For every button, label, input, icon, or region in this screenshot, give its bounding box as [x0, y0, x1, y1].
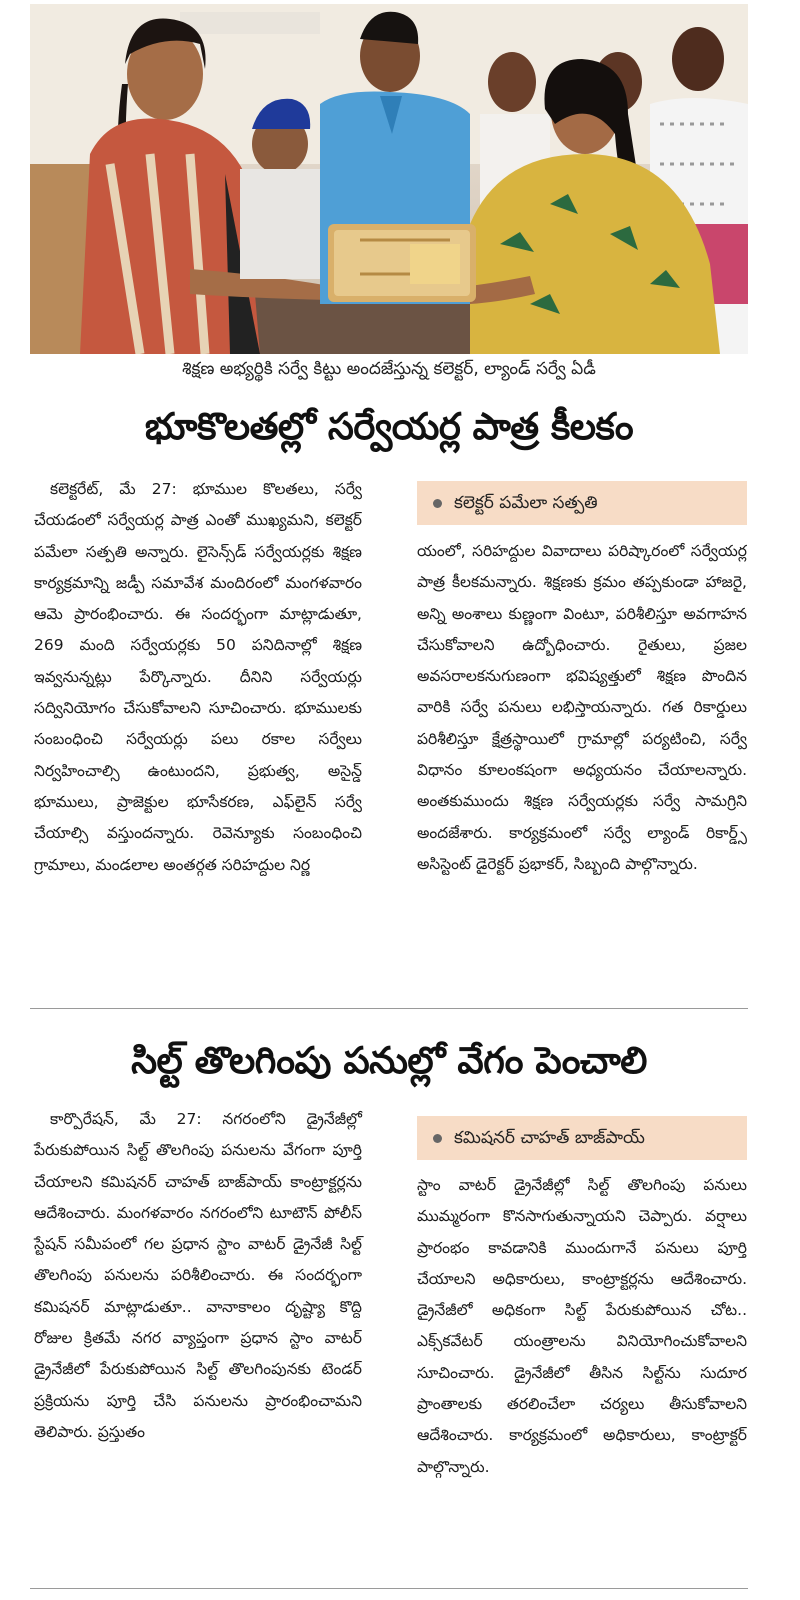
story-1-column-1 [34, 474, 362, 881]
story-2-column-2 [417, 1170, 747, 1483]
photo-caption: శిక్షణ అభ్యర్థికి సర్వే కిట్టు అందజేస్తున్న కలెక్టర్, ల్యాండ్ సర్వే ఏడీ [182, 359, 596, 379]
story-2-column-1 [34, 1104, 362, 1448]
story-1-column-2-text: యంలో, సరిహద్దుల వివాదాలు పరిష్కారంలో సర్వేయర్ల పాత్ర కీలకమన్నారు. శిక్షణకు క్రమం తప్పకుండా హాజరై, అన్ని అంశాలు కుణ్ణంగా వింటూ, పరిశీలిస్తూ అవగాహన చేసుకోవాలని ఉద్బోధించారు. రైతులు, ప్రజల అవసరాలకనుగుణంగా భవిష్యత్తులో శిక్షణ పొందిన వారికి సర్వే పనులు లభిస్తాయన్నారు. గత రికార్డులు పరిశీలిస్తూ క్షేత్రస్థాయిలో గ్రామాల్లో పర్యటించి, సర్వే విధానం కూలంకషంగా అధ్యయనం చేయాలన్నారు. అంతకుముందు శిక్షణ సర్వేయర్లకు సర్వే సామగ్రిని అందజేశారు. కార్యక్రమంలో సర్వే ల్యాండ్ రికార్డ్స్ అసిస్టెంట్ డైరెక్టర్ ప్రభాకర్, సిబ్బంది పాల్గొన్నారు. [417, 542, 747, 873]
headline-story-1: భూకొలతల్లో సర్వేయర్ల పాత్ర కీలకం [144, 405, 634, 448]
headline-story-2: సిల్ట్ తొలగింపు పనుల్లో వేగం పెంచాలి [131, 1039, 647, 1082]
byline-story-2 [417, 1116, 747, 1160]
news-photo [30, 4, 748, 354]
story-1-column-2 [417, 536, 747, 880]
byline-story-1-text: కలెక్టర్ పమేలా సత్పతి [454, 493, 598, 513]
byline-story-1 [417, 481, 747, 525]
story-2-column-2-text: స్టాం వాటర్ డ్రైనేజీల్లో సిల్ట్ తొలగింపు పనులు ముమ్మరంగా కొనసాగుతున్నాయని చెప్పారు. వర్షాలు ప్రారంభం కావడానికి ముందుగానే పనులు పూర్తి చేయాలని అధికారులు, కాంట్రాక్టర్లను ఆదేశించారు. డ్రైనేజీలో అధికంగా సిల్ట్ పేరుకుపోయిన చోట.. ఎక్స్‌కవేటర్ యంత్రాలను వినియోగించుకోవాలని సూచించారు. డ్రైనేజీలో తీసిన సిల్ట్‌ను సుదూర ప్రాంతాలకు తరలించేలా చర్యలు తీసుకోవాలని ఆదేశించారు. కార్యక్రమంలో అధికారులు, కాంట్రాక్టర్ పాల్గొన్నారు. [417, 1176, 747, 1476]
bottom-rule [30, 1588, 748, 1589]
photo-illustration [30, 4, 748, 354]
bullet-icon [433, 1134, 442, 1143]
story-1-column-1-text: కలెక్టరేట్, మే 27: భూముల కొలతలు, సర్వే చేయడంలో సర్వేయర్ల పాత్ర ఎంతో ముఖ్యమని, కలెక్టర్ పమేలా సత్పతి అన్నారు. లైసెన్స్‌డ్ సర్వేయర్లకు శిక్షణ కార్యక్రమాన్ని జడ్పీ సమావేశ మందిరంలో మంగళవారం ఆమె ప్రారంభించారు. ఈ సందర్భంగా మాట్లాడుతూ, 269 మంది సర్వేయర్లకు 50 పనిదినాల్లో శిక్షణ ఇవ్వనున్నట్లు పేర్కొన్నారు. దీనిని సర్వేయర్లు సద్వినియోగం చేసుకోవాలని సూచించారు. భూములకు సంబంధించి సర్వేయర్లు పలు రకాల సర్వేలు నిర్వహించాల్సి ఉంటుందని, ప్రభుత్వ, అసైన్డ్ భూములు, ప్రాజెక్టుల భూసేకరణ, ఎఫ్‌లైన్ సర్వే చేయాల్సి వస్తుందన్నారు. రెవెన్యూకు సంబంధించి గ్రామాలు, మండలాల అంతర్గత సరిహద్దుల నిర్ణ [34, 480, 362, 874]
bullet-icon [433, 499, 442, 508]
section-divider [30, 1008, 748, 1009]
byline-story-2-text: కమిషనర్ చాహత్ బాజ్‌పాయ్ [454, 1128, 645, 1148]
story-2-column-1-text: కార్పొరేషన్, మే 27: నగరంలోని డ్రైనేజీల్లో పేరుకుపోయిన సిల్ట్ తొలగింపు పనులను వేగంగా పూర్తి చేయాలని కమిషనర్ చాహత్ బాజ్‌పాయ్ కాంట్రాక్టర్లను ఆదేశించారు. మంగళవారం నగరంలోని టూటౌన్ పోలీస్ స్టేషన్ సమీపంలో గల ప్రధాన స్టాం వాటర్ డ్రైనేజీ సిల్ట్ తొలగింపు పనులను పరిశీలించారు. ఈ సందర్భంగా కమిషనర్ మాట్లాడుతూ.. వానాకాలం దృష్ట్యా కొద్ది రోజుల క్రితమే నగర వ్యాప్తంగా ప్రధాన స్టాం వాటర్ డ్రైనేజీలో పేరుకుపోయిన సిల్ట్ తొలగింపునకు టెండర్ ప్రక్రియను పూర్తి చేసి పనులను ప్రారంభించామని తెలిపారు. ప్రస్తుతం [34, 1110, 362, 1441]
